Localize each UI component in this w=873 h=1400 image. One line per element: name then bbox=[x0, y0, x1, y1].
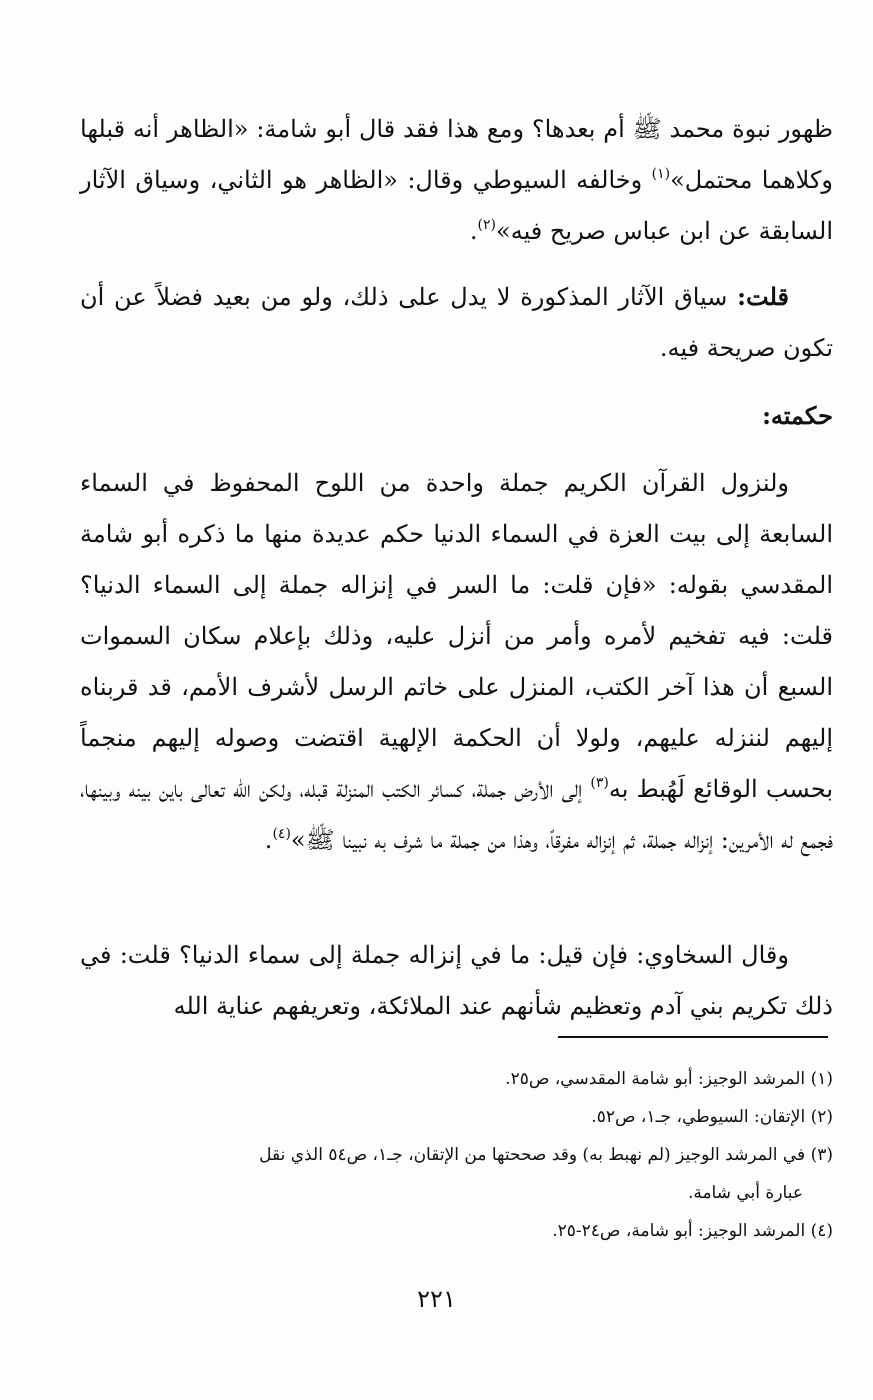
footnote-ref-4[interactable]: (٤) bbox=[272, 826, 291, 842]
paragraph-2-lead: قلت: bbox=[737, 282, 789, 311]
footnote-2-text: الإتقان: السيوطي، جـ١، ص٥٢. bbox=[591, 1107, 811, 1127]
footnote-ref-2[interactable]: (٢) bbox=[477, 217, 497, 233]
paragraph-2-text: سياق الآثار المذكورة لا يدل على ذلك، ولو من بعيد فضلاً عن أن تكون صريحة فيه. bbox=[80, 283, 833, 362]
section-heading bbox=[80, 390, 833, 441]
footnote-3-text: في المرشد الوجيز (لم نهبط به) وقد صححتها من الإتقان، جـ١، ص٥٤ الذي نقل bbox=[259, 1145, 811, 1165]
paragraph-1-end: . bbox=[469, 217, 478, 245]
footnote-2 bbox=[80, 1098, 833, 1136]
paragraph-3-text: ولنزول القرآن الكريم جملة واحدة من اللوح المحفوظ في السماء السابعة إلى بيت العزة في السماء الدنيا حكم عديدة منها ما ذكره أبو شامة المقدسي بقوله: «فإن قلت: ما السر في إنزاله جملة إلى السماء الدنيا؟ قلت: فيه تفخيم لأمره وأمر من أنزل عليه، وذلك بإعلام سكان السموات السبع أن هذا آخر الكتب، المنزل على خاتم الرسل لأشرف الأمم، قد قربناه إليهم لننزله عليهم، ولولا أن الحكمة الإلهية اقتضت وصوله إليهم منجماً بحسب الوقائع لَهُبط به bbox=[80, 469, 833, 803]
paragraph-4-text: وقال السخاوي: فإن قيل: ما في إنزاله جملة إلى سماء الدنيا؟ قلت: في ذلك تكريم بني آدم وتعظيم شأنهم عند الملائكة، وتعريفهم عناية الله bbox=[80, 941, 833, 1020]
footnote-4 bbox=[80, 1212, 833, 1250]
footnote-1-text: المرشد الوجيز: أبو شامة المقدسي، ص٢٥. bbox=[505, 1069, 811, 1089]
paragraph-4 bbox=[80, 930, 833, 1032]
footnote-4-number: (٤) bbox=[810, 1221, 833, 1241]
footnote-3 bbox=[80, 1136, 833, 1212]
paragraph-3 bbox=[80, 458, 833, 866]
footnote-3-continuation: عبارة أبي شامة. bbox=[687, 1183, 803, 1203]
footnote-1-number: (١) bbox=[810, 1069, 833, 1089]
paragraph-1-text-b: وخالفه السيوطي وقال: «الظاهر هو الثاني، وسياق الآثار السابقة عن ابن عباس صريح فيه» bbox=[80, 166, 833, 245]
footnote-ref-3[interactable]: (٣) bbox=[590, 775, 609, 791]
footnote-ref-1[interactable]: (١) bbox=[651, 166, 671, 182]
section-heading-text: حكمته: bbox=[762, 401, 833, 430]
page-number: ٢٢١ bbox=[417, 1285, 456, 1313]
footnote-4-text: المرشد الوجيز: أبو شامة، ص٢٤-٢٥. bbox=[552, 1221, 811, 1241]
footnotes bbox=[80, 1060, 833, 1250]
paragraph-3-text-b: إلى الأرض جملة، كسائر الكتب المنزلة قبله، ولكن الله تعالى باين بينه وبينها، فجمع له الأمرين: إنزاله جملة، ثم إنزاله مفرقاً، وهذا من جملة ما شرف به نبينا ﷺ» bbox=[80, 775, 833, 854]
footnote-1 bbox=[80, 1060, 833, 1098]
footnote-3-number: (٣) bbox=[810, 1145, 833, 1165]
paragraph-1-text: ظهور نبوة محمد ﷺ أم بعدها؟ ومع هذا فقد قال أبو شامة: «الظاهر أنه قبلها وكلاهما محتمل» bbox=[80, 115, 833, 194]
paragraph-1 bbox=[80, 104, 833, 257]
paragraph-3-end: . bbox=[264, 826, 273, 854]
paragraph-2 bbox=[80, 271, 833, 374]
footnote-2-number: (٢) bbox=[810, 1107, 833, 1127]
footnote-separator bbox=[558, 1036, 828, 1038]
